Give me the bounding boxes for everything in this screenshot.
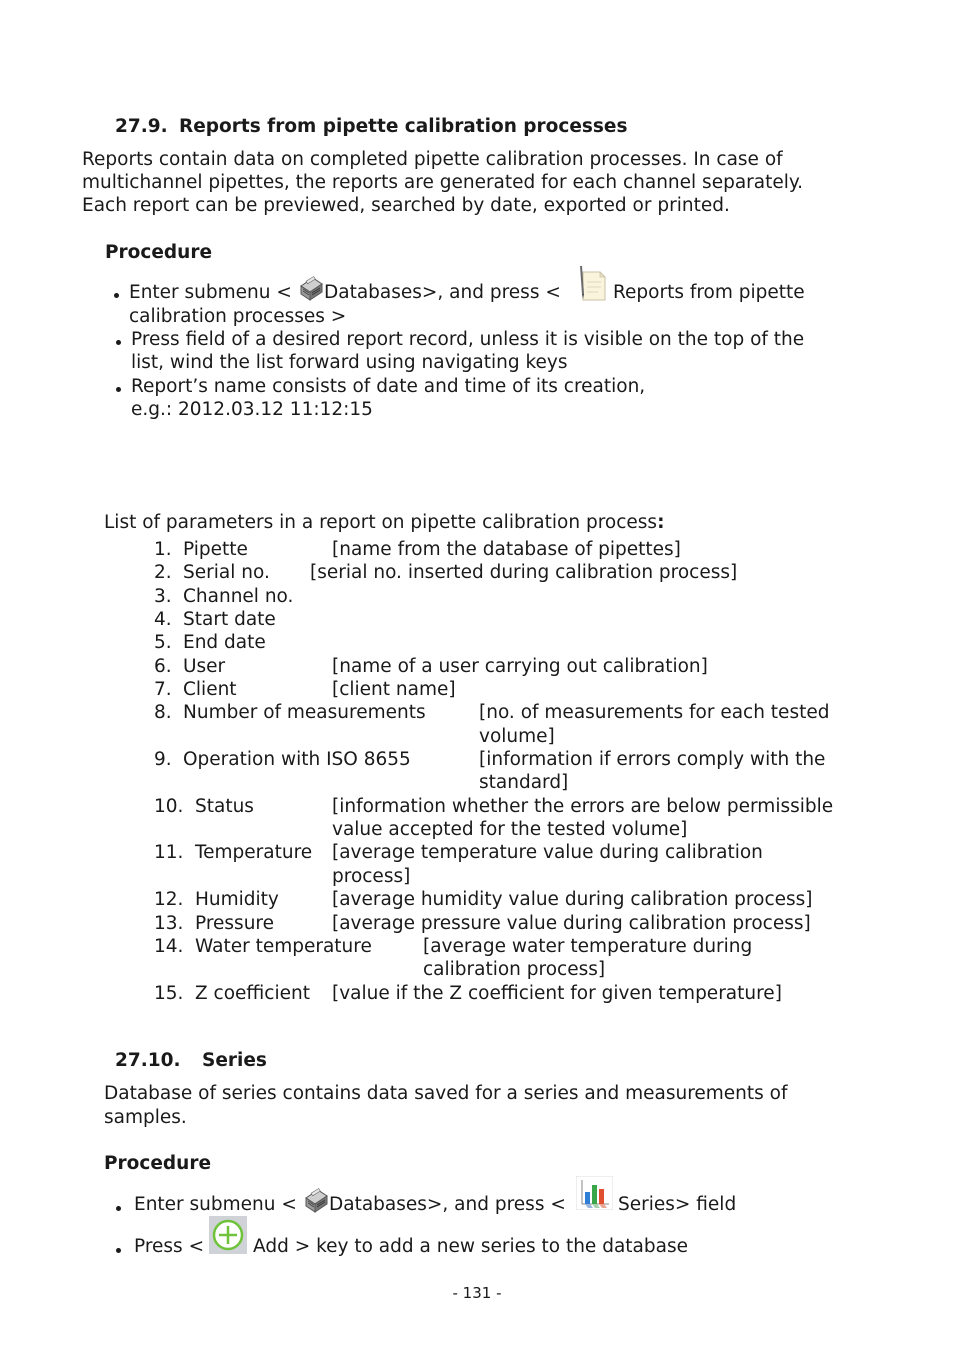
- param-desc: [average water temperature during: [423, 936, 753, 957]
- param-desc: [name of a user carrying out calibration]: [332, 656, 708, 677]
- param-desc: process]: [332, 866, 411, 887]
- bullet-1-suffix: Reports from pipette: [613, 282, 805, 303]
- param-desc: volume]: [479, 726, 555, 747]
- param-desc: [serial no. inserted during calibration process]: [310, 562, 738, 583]
- param-name: Operation with ISO 8655: [183, 749, 411, 770]
- param-desc: [average humidity value during calibration process]: [332, 889, 813, 910]
- bullet-marker: [116, 1248, 121, 1253]
- param-name: Temperature: [195, 842, 313, 863]
- param-desc: [value if the Z coefficient for given temperature]: [332, 983, 782, 1004]
- param-desc: [client name]: [332, 679, 456, 700]
- param-num: 15.: [154, 983, 184, 1004]
- param-name: Pressure: [195, 913, 274, 934]
- bullet-1-line-2: calibration processes >: [129, 306, 347, 327]
- param-num: 8.: [154, 702, 172, 723]
- section-number-27-10: 27.10.: [115, 1050, 181, 1071]
- series-bullet-2-prefix: Press <: [134, 1236, 205, 1257]
- param-name: Status: [195, 796, 254, 817]
- series-bullet-1-mid: Databases>, and press <: [329, 1194, 566, 1215]
- report-icon: [576, 264, 606, 307]
- param-name: Humidity: [195, 889, 279, 910]
- series-icon: [576, 1176, 613, 1215]
- databases-icon: [298, 274, 324, 307]
- add-icon: [209, 1216, 247, 1259]
- param-num: 7.: [154, 679, 172, 700]
- param-desc: [average pressure value during calibration process]: [332, 913, 811, 934]
- param-name: Z coefficient: [195, 983, 310, 1004]
- param-name: Start date: [183, 609, 276, 630]
- intro-line-1: Reports contain data on completed pipette calibration processes. In case of: [82, 149, 783, 170]
- bullet-marker: [114, 293, 119, 298]
- param-desc: calibration process]: [423, 959, 606, 980]
- param-num: 13.: [154, 913, 184, 934]
- param-desc: [information if errors comply with the: [479, 749, 826, 770]
- section-title-27-9: Reports from pipette calibration processes: [179, 116, 628, 137]
- series-intro-line-2: samples.: [104, 1107, 187, 1128]
- param-desc: [average temperature value during calibration: [332, 842, 763, 863]
- bullet-2-line-1: Press field of a desired report record, unless it is visible on the top of the: [131, 329, 805, 350]
- param-name: User: [183, 656, 226, 677]
- param-num: 2.: [154, 562, 172, 583]
- bullet-2-line-2: list, wind the list forward using navigating keys: [131, 352, 568, 373]
- param-desc: [information whether the errors are below permissible: [332, 796, 834, 817]
- param-num: 6.: [154, 656, 172, 677]
- series-bullet-2-suffix: Add > key to add a new series to the database: [253, 1236, 688, 1257]
- series-bullet-1-suffix: Series> field: [618, 1194, 737, 1215]
- series-intro-line-1: Database of series contains data saved for a series and measurements of: [104, 1083, 788, 1104]
- param-desc: [name from the database of pipettes]: [332, 539, 681, 560]
- param-num: 4.: [154, 609, 172, 630]
- section-number-27-9: 27.9.: [115, 116, 168, 137]
- bullet-marker: [116, 387, 121, 392]
- param-num: 9.: [154, 749, 172, 770]
- param-num: 3.: [154, 586, 172, 607]
- param-name: Number of measurements: [183, 702, 426, 723]
- param-num: 14.: [154, 936, 184, 957]
- param-num: 12.: [154, 889, 184, 910]
- param-num: 1.: [154, 539, 172, 560]
- param-desc: standard]: [479, 772, 569, 793]
- procedure-heading: Procedure: [104, 1153, 211, 1174]
- bullet-3-line-2: e.g.: 2012.03.12 11:12:15: [131, 399, 373, 420]
- param-name: Channel no.: [183, 586, 294, 607]
- params-intro-text: List of parameters in a report on pipette calibration process: [104, 512, 658, 533]
- param-name: End date: [183, 632, 266, 653]
- param-name: Water temperature: [195, 936, 372, 957]
- databases-icon: [303, 1186, 329, 1219]
- param-name: Serial no.: [183, 562, 270, 583]
- param-desc: value accepted for the tested volume]: [332, 819, 688, 840]
- param-num: 11.: [154, 842, 184, 863]
- param-num: 5.: [154, 632, 172, 653]
- params-intro-colon: :: [657, 512, 665, 533]
- bullet-3-line-1: Report’s name consists of date and time of its creation,: [131, 376, 646, 397]
- param-name: Pipette: [183, 539, 248, 560]
- intro-line-2: multichannel pipettes, the reports are generated for each channel separately.: [82, 172, 804, 193]
- bullet-1-mid: Databases>, and press <: [324, 282, 561, 303]
- param-num: 10.: [154, 796, 184, 817]
- intro-line-3: Each report can be previewed, searched by date, exported or printed.: [82, 195, 730, 216]
- bullet-marker: [116, 340, 121, 345]
- section-title-27-10: Series: [202, 1050, 267, 1071]
- bullet-marker: [116, 1206, 121, 1211]
- series-bullet-1-prefix: Enter submenu <: [134, 1194, 297, 1215]
- page-number: - 131 -: [452, 1284, 502, 1302]
- param-desc: [no. of measurements for each tested: [479, 702, 830, 723]
- bullet-1-prefix: Enter submenu <: [129, 282, 292, 303]
- params-intro: [104, 511, 664, 534]
- param-name: Client: [183, 679, 237, 700]
- procedure-heading: Procedure: [105, 242, 212, 263]
